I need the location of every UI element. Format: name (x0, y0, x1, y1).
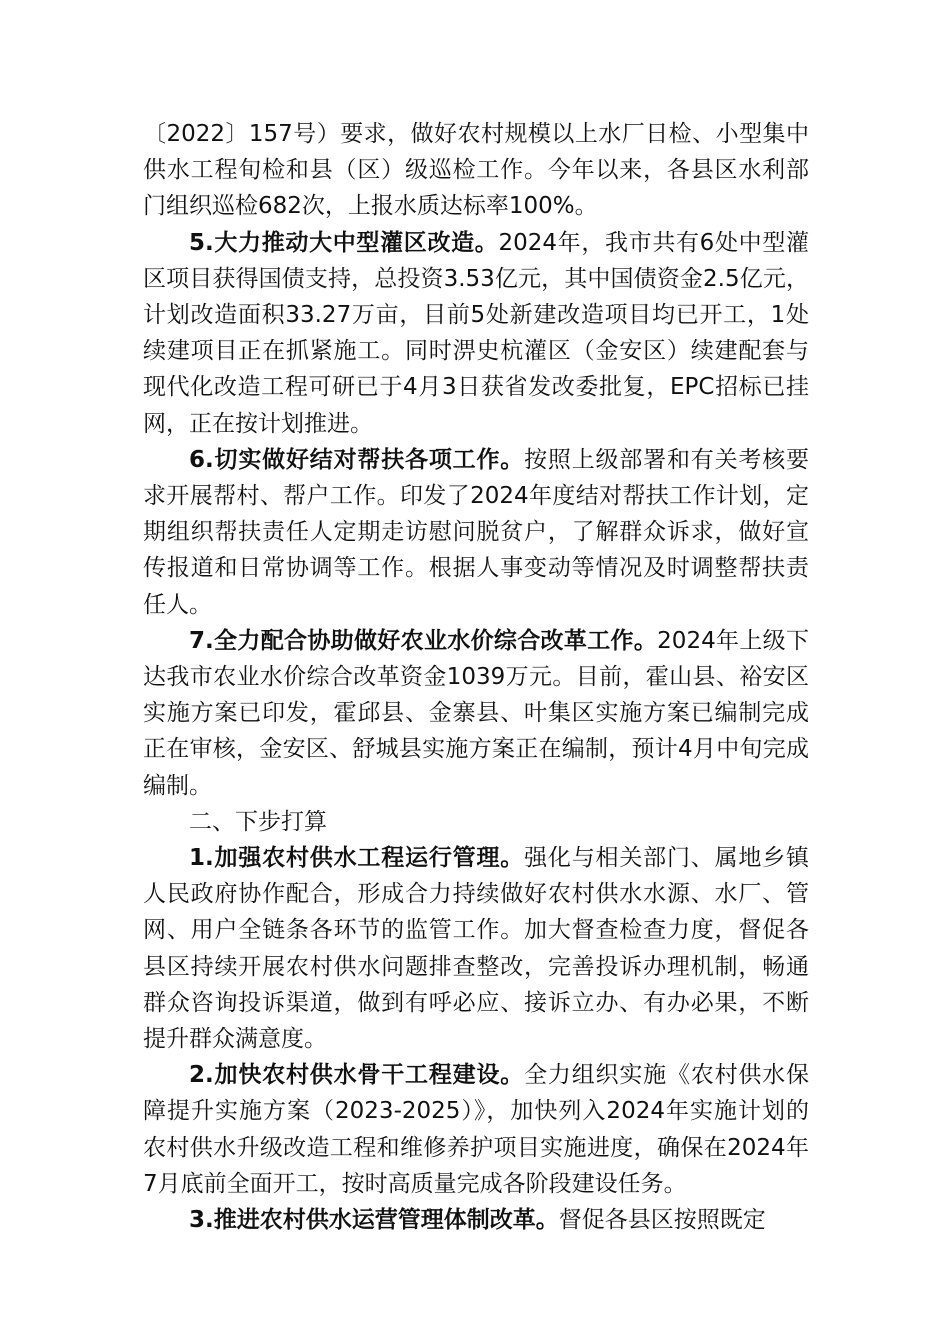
paragraph-text: 强化与相关部门、属地乡镇人民政府协作配合，形成合力持续做好农村供水水源、水厂、管网、用户全链条各环节的监管工作。加大督查检查力度，督促各县区持续开展农村供水问题排查整改，完善投诉办理机制，畅通群众咨询投诉渠道，做到有呼必应、接诉立办、有办必果，不断提升群众满意度。 (143, 845, 810, 1053)
section-heading-text: 二、下步打算 (189, 808, 327, 835)
paragraph-irrigation-renovation (143, 225, 809, 442)
paragraph-text: 督促各县区按照既定 (558, 1207, 766, 1234)
paragraph-text: 〔2022〕157号）要求，做好农村规模以上水厂日检、小型集中供水工程旬检和县（区）级巡检工作。今年以来，各县区水利部门组织巡检682次，上报水质达标率100%。 (143, 121, 809, 220)
paragraph-operation-management (143, 840, 809, 1057)
paragraph-lead: 2.加快农村供水骨干工程建设。 (189, 1062, 525, 1089)
paragraph-lead: 5.大力推动大中型灌区改造。 (189, 229, 499, 256)
paragraph-water-price-reform (143, 623, 809, 804)
paragraph-text: 按照上级部署和有关考核要求开展帮村、帮户工作。印发了2024年度结对帮扶工作计划，定期组织帮扶责任人定期走访慰问脱贫户，了解群众诉求，做好宣传报道和日常协调等工作。根据人事变动等情况及时调整帮扶责任人。 (143, 446, 810, 618)
paragraph-lead: 3.推进农村供水运营管理体制改革。 (189, 1207, 559, 1234)
paragraph-backbone-construction (143, 1057, 809, 1202)
paragraph-system-reform (143, 1202, 809, 1238)
paragraph-lead: 1.加强农村供水工程运行管理。 (189, 845, 525, 872)
paragraph-text: 2024年，我市共有6处中型灌区项目获得国债支持，总投资3.53亿元，其中国债资金2.5亿元，计划改造面积33.27万亩，目前5处新建改造项目均已开工，1处续建项目正在抓紧施工。同时淠史杭灌区（金安区）续建配套与现代化改造工程可研已于4月3日获省发改委批复，EPC招标已挂网，正在按计划推进。 (143, 229, 809, 437)
paragraph-lead: 6.切实做好结对帮扶各项工作。 (189, 446, 525, 473)
paragraph-text: 全力组织实施《农村供水保障提升实施方案（2023-2025）》，加快列入2024年实施计划的农村供水升级改造工程和维修养护项目实施进度，确保在2024年7月底前全面开工，按时高质量完成各阶段建设任务。 (143, 1062, 810, 1197)
paragraph-water-quality-inspection (143, 116, 809, 225)
section-heading-next-steps (143, 804, 809, 840)
paragraph-paired-assistance (143, 442, 809, 623)
paragraph-lead: 7.全力配合协助做好农业水价综合改革工作。 (189, 627, 658, 654)
paragraph-text: 2024年上级下达我市农业水价综合改革资金1039万元。目前，霍山县、裕安区实施方案已印发，霍邱县、金寨县、叶集区实施方案已编制完成正在审核，金安区、舒城县实施方案正在编制，预计4月中旬完成编制。 (143, 627, 809, 799)
document-body (143, 116, 809, 1238)
